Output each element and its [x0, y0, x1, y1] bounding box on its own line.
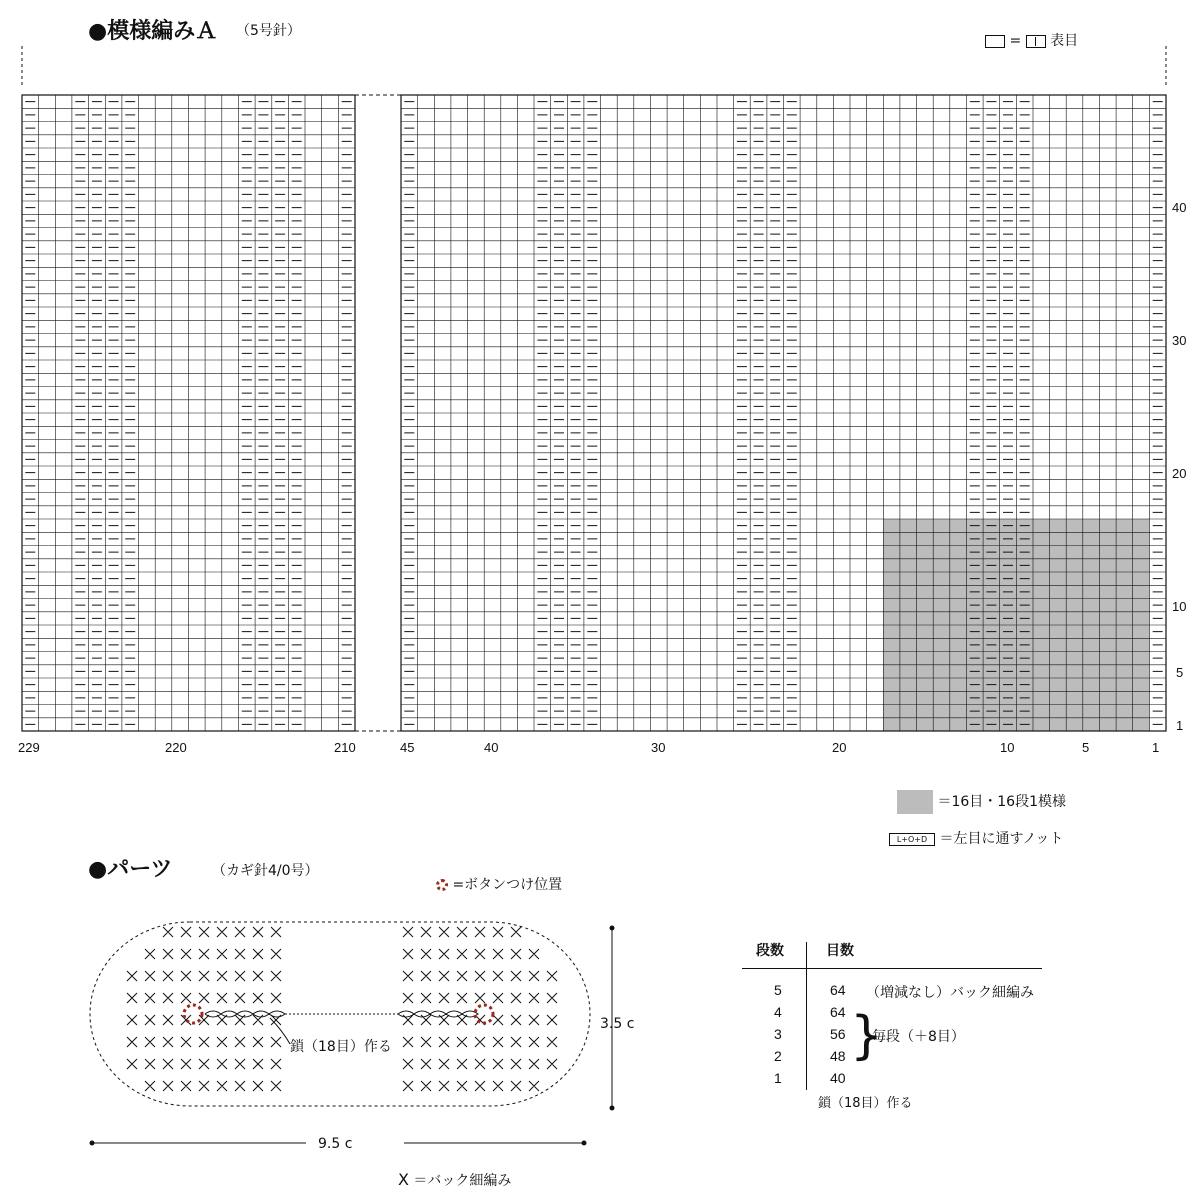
- row-label-10: 10: [1172, 599, 1187, 614]
- table-row: 4: [774, 1004, 782, 1020]
- single-crochet-marks: [127, 927, 557, 1091]
- table-cell: 64: [830, 982, 846, 998]
- table-foot: 鎖（18目）作る: [818, 1096, 913, 1111]
- chart-a-bullet: ●: [88, 19, 108, 44]
- button-legend-text: =ボタンつけ位置: [452, 877, 563, 893]
- back-stitch-icon: X: [398, 1170, 409, 1189]
- back-legend-text: ＝バック細編み: [413, 1173, 512, 1189]
- chart-a-title-text: 模様編みＡ: [107, 19, 218, 44]
- row-label-20: 20: [1172, 466, 1187, 481]
- chain-leader: [270, 1018, 290, 1044]
- knit-legend-eq: =: [1009, 33, 1022, 49]
- table-header-stitches: 目数: [826, 943, 854, 959]
- table-rule: [742, 968, 1042, 969]
- col-label-45: 45: [400, 740, 415, 755]
- parts-hook: （カギ針4/0号）: [212, 863, 319, 879]
- height-end-bottom: [610, 1106, 615, 1111]
- parts-title-text: パーツ: [107, 857, 173, 882]
- part-outline: [90, 922, 590, 1106]
- table-cell: 48: [830, 1048, 846, 1064]
- parts-bullet: ●: [88, 857, 108, 882]
- chain-label: 鎖（18目）作る: [290, 1039, 392, 1055]
- knot-icon: L+O+D: [889, 833, 935, 846]
- row-label-1: 1: [1176, 718, 1184, 733]
- brace-icon: }: [850, 1006, 884, 1066]
- back-legend: [398, 1170, 511, 1190]
- repeat-legend-text: ＝16目・16段1模様: [937, 794, 1066, 810]
- table-cell: 64: [830, 1004, 846, 1020]
- height-label: 3.5 c: [600, 1016, 635, 1032]
- col-label-20: 20: [832, 740, 847, 755]
- table-cell: 56: [830, 1026, 846, 1042]
- row-label-40: 40: [1172, 200, 1187, 215]
- col-label-40: 40: [484, 740, 499, 755]
- knit-legend-label: 表目: [1050, 33, 1079, 49]
- height-end-top: [610, 926, 615, 931]
- col-label-5: 5: [1082, 740, 1090, 755]
- col-label-1: 1: [1152, 740, 1160, 755]
- width-end-right: [582, 1141, 587, 1146]
- knot-legend-text: ＝左目に通すノット: [939, 831, 1064, 847]
- table-row: 5: [774, 982, 782, 998]
- row-label-30: 30: [1172, 333, 1187, 348]
- row-label-5: 5: [1176, 665, 1184, 680]
- col-label-30: 30: [651, 740, 666, 755]
- col-label-210: 210: [334, 740, 356, 755]
- width-end-left: [90, 1141, 95, 1146]
- chart-a-needle: （5号針）: [236, 23, 301, 39]
- table-note-increase: 毎段（＋8目）: [872, 1029, 965, 1045]
- col-label-10: 10: [1000, 740, 1015, 755]
- table-row: 1: [774, 1070, 782, 1086]
- table-row: 2: [774, 1048, 782, 1064]
- table-header-rows: 段数: [756, 943, 784, 959]
- table-divider: [806, 942, 807, 1090]
- table-row: 3: [774, 1026, 782, 1042]
- col-label-229: 229: [18, 740, 40, 755]
- width-label: 9.5 c: [318, 1136, 353, 1152]
- table-cell: 40: [830, 1070, 846, 1086]
- col-label-220: 220: [165, 740, 187, 755]
- table-note-row5: （増減なし）バック細編み: [866, 985, 1034, 1001]
